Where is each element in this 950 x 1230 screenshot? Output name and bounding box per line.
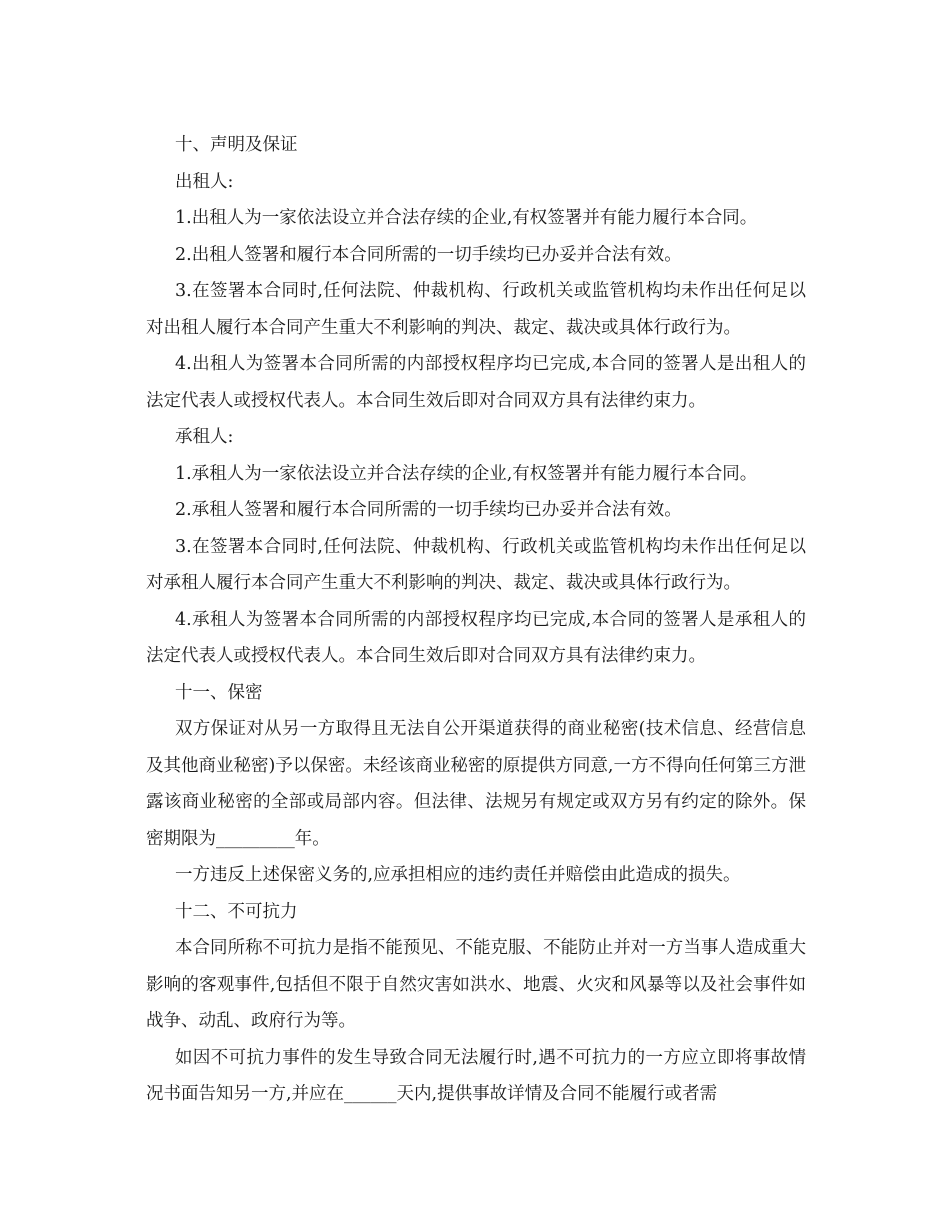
confidentiality-breach-clause: 一方违反上述保密义务的,应承担相应的违约责任并赔偿由此造成的损失。 <box>175 865 741 885</box>
lessee-clause-3: 3.在签署本合同时,任何法院、仲裁机构、行政机关或监管机构均未作出任何足以对承租人履行本合同产生重大不利影响的判决、裁定、裁决或具体行政行为。 <box>146 536 806 593</box>
lessee-clause-4: 4.承租人为签署本合同所需的内部授权程序均已完成,本合同的签署人是承租人的法定代表人或授权代表人。本合同生效后即对合同双方具有法律约束力。 <box>146 609 806 666</box>
lessee-clause-1: 1.承租人为一家依法设立并合法存续的企业,有权签署并有能力履行本合同。 <box>175 463 758 484</box>
lessor-clause-3: 3.在签署本合同时,任何法院、仲裁机构、行政机关或监管机构均未作出任何足以对出租人履行本合同产生重大不利影响的判决、裁定、裁决或具体行政行为。 <box>146 281 806 338</box>
force-majeure-notice-clause: 如因不可抗力事件的发生导致合同无法履行时,遇不可抗力的一方应立即将事故情况书面告知另一方,并应在______天内,提供事故详情及合同不能履行或者需 <box>146 1047 806 1104</box>
section-heading-confidentiality: 十一、保密 <box>175 682 263 703</box>
lessor-clause-1: 1.出租人为一家依法设立并合法存续的企业,有权签署并有能力履行本合同。 <box>175 208 758 228</box>
lessor-subheading: 出租人: <box>175 171 234 192</box>
lessor-clause-4: 4.出租人为签署本合同所需的内部授权程序均已完成,本合同的签署人是出租人的法定代表人或授权代表人。本合同生效后即对合同双方具有法律约束力。 <box>146 354 806 411</box>
lessee-clause-2: 2.承租人签署和履行本合同所需的一切手续均已办妥并合法有效。 <box>175 500 682 520</box>
force-majeure-definition: 本合同所称不可抗力是指不能预见、不能克服、不能防止并对一方当事人造成重大影响的客观事件,包括但不限于自然灾害如洪水、地震、火灾和风暴等以及社会事件如战争、动乱、政府行为等。 <box>146 938 806 1031</box>
document-body <box>146 127 806 1113</box>
lessee-subheading: 承租人: <box>175 427 234 447</box>
confidentiality-clause: 双方保证对从另一方取得且无法自公开渠道获得的商业秘密(技术信息、经营信息及其他商业秘密)予以保密。未经该商业秘密的原提供方同意,一方不得向任何第三方泄露该商业秘密的全部或局部内容。但法律、法规另有规定或双方另有约定的除外。保密期限为_________年。 <box>146 719 806 849</box>
section-heading-declarations: 十、声明及保证 <box>175 135 298 155</box>
section-heading-force-majeure: 十二、不可抗力 <box>175 901 298 922</box>
lessor-clause-2: 2.出租人签署和履行本合同所需的一切手续均已办妥并合法有效。 <box>175 244 682 265</box>
